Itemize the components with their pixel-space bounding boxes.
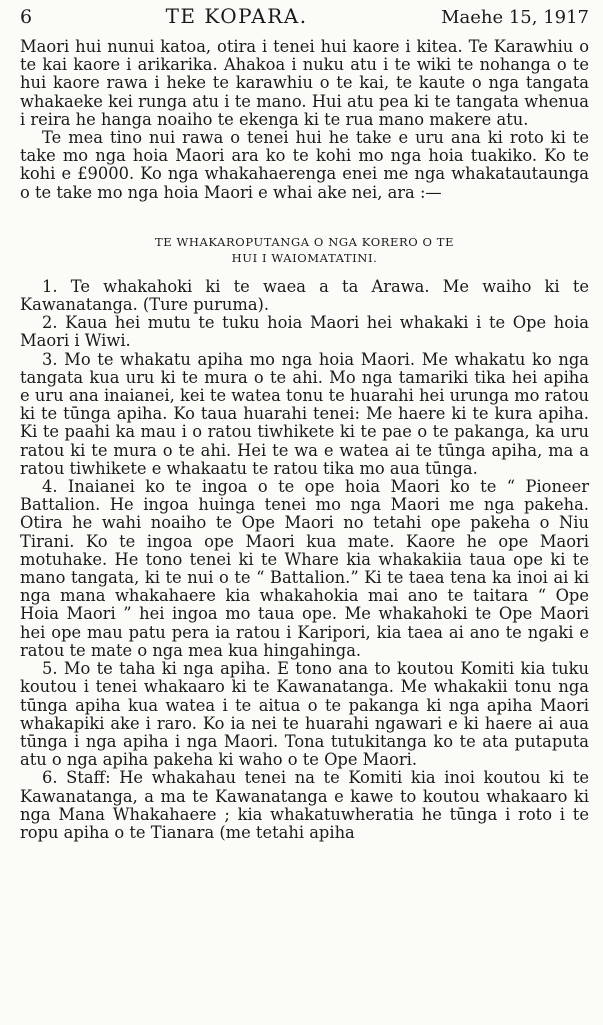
resolution-item-1: 1. Te whakahoki ki te waea a ta Arawa. Me waiho ki te Kawanatanga. (Ture puruma). [20,276,589,315]
publication-title: TE KOPARA. [165,4,308,28]
section-heading-line-2: HUI I WAIOMATATINI. [231,250,378,265]
section-heading-line-1: TE WHAKAROPUTANGA O NGA KORERO O TE [154,234,455,249]
resolution-item-5: 5. Mo te taha ki nga apiha. E tono ana to koutou Komiti kia tuku koutou i tenei whakaaro ki te Kawanatanga. Me whakakii tonu nga tūnga apiha kua watea i te aitua o te pakanga ki nga apiha Maori whakapiki ake i raro. Ko ia nei te huarahi ngawari e ki haere ai aua tūnga i nga apiha i nga Maori. Tona tutukitanga ko te ata putaputa atu o nga apiha pakeha ki waho o te Ope Maori. [20,659,589,770]
resolution-item-2: 2. Kaua hei mutu te tuku hoia Maori hei whakaki i te Ope hoia Maori i Wiwi. [20,313,589,351]
article-body [20,38,589,842]
resolution-item-3: 3. Mo te whakatu apiha mo nga hoia Maori. Me whakatu ko nga tangata kua uru ki te mura o te ahi. Mo nga tamariki tika hei apiha e uru ana inaianei, kei te watea tonu te huarahi hei urunga mo ratou ki te tūnga apiha. Ko taua huarahi tenei: Me haere ki te kura apiha. Ki te paahi ka mau i o ratou tiwhikete ki te pae o te pakanga, ka uru ratou ki te mura o te ahi. Hei te wa e watea ai te tūnga apiha, ma a ratou tiwhikete e whakaatu te ratou tika mo aua tūnga. [20,349,589,478]
issue-date: Maehe 15, 1917 [441,7,589,28]
page-header [20,4,589,38]
resolution-item-6: 6. Staff: He whakahau tenei na te Komiti kia inoi koutou ki te Kawanatanga, a ma te Kawanatanga e kawe to koutou whakaaro ki nga Mana Whakahaere ; kia whakatuwheratia he tūnga i roto i te ropu apiha o te Tianara (me tetahi apiha [20,768,589,842]
resolution-item-4: 4. Inaianei ko te ingoa o te ope hoia Maori ko te “ Pioneer Battalion. He ingoa huinga tenei mo nga Maori me nga pakeha. Otira he wahi noaiho te Ope Maori no tetahi ope pakeha o Niu Tirani. Ko te ingoa ope Maori kua mate. Kaore he ope Maori motuhake. He tono tenei ki te Whare kia whakakiia taua ope ki te mano tangata, ki te nui o te “ Battalion.” Ki te taea tena ka inoi ai ki nga mana whakahaere kia whakahokia mai ano te taitara “ Ope Hoia Maori ” hei ingoa mo taua ope. Me whakahoki te Ope Maori hei ope mau patu pera ia ratou i Karipori, kia taea ai ano te ngaki e ratou te mate o nga mea kua hingahinga. [20,477,589,660]
section-heading [20,234,589,266]
page-number: 6 [20,6,33,28]
intro-paragraph-1: Maori hui nunui katoa, otira i tenei hui kaore i kitea. Te Karawhiu o te kai kaore i arikarika. Ahakoa i nuku atu i te wiki te nohanga o te hui kaore rawa i heke te karawhiu o te kai, te kaute o nga tangata whakaeke kei runga atu i te mano. Hui atu pea ki te tangata whenua i reira he hanga noaiho te ekenga ki te rua mano makere atu. [20,37,589,129]
intro-paragraph-2: Te mea tino nui rawa o tenei hui he take e uru ana ki roto ki te take mo nga hoia Maori ara ko te kohi mo nga hoia tuakiko. Ko te kohi e £9000. Ko nga whakahaerenga enei me nga whakatautaunga o te take mo nga hoia Maori e whai ake nei, ara :— [20,128,589,202]
